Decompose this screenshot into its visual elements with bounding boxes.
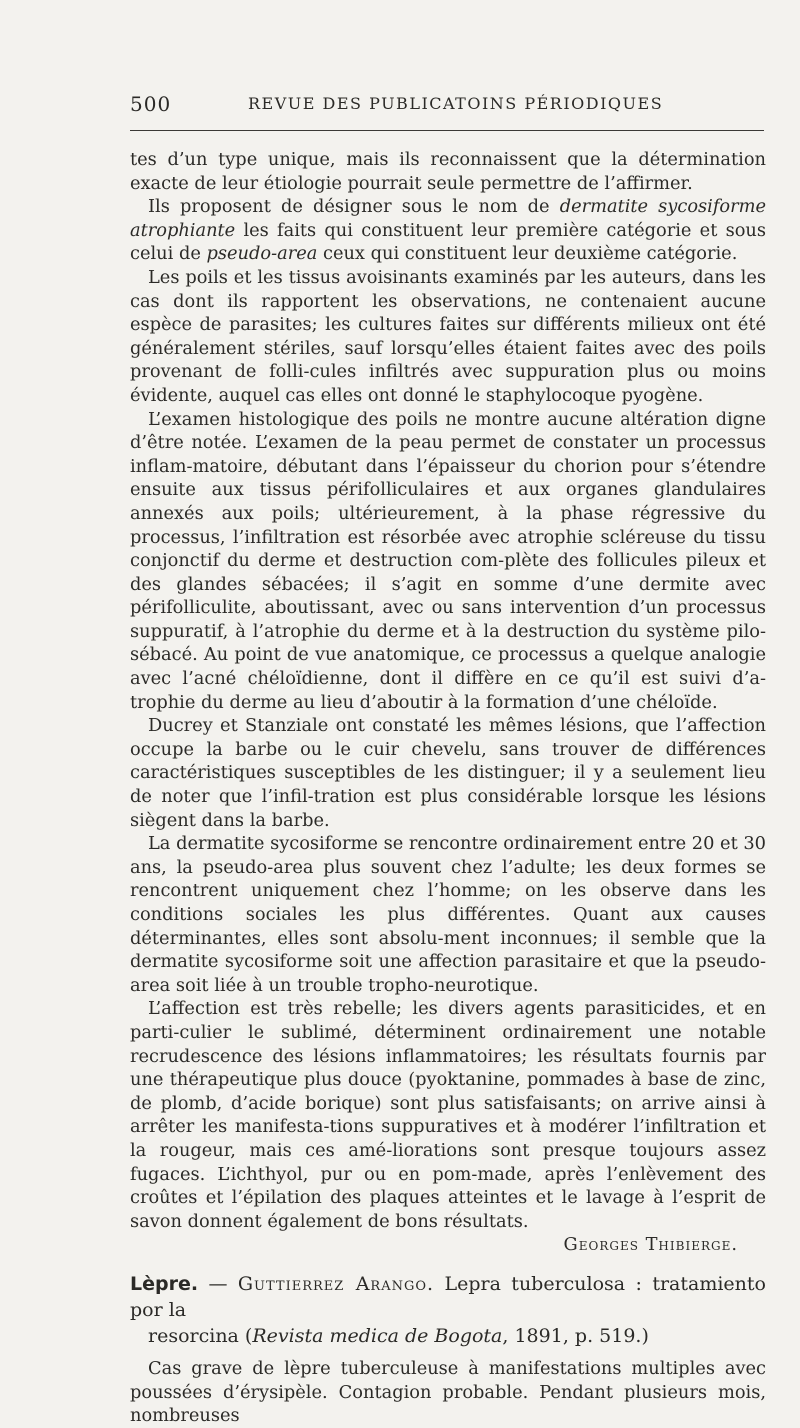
paragraph-5: Ducrey et Stanziale ont constaté les mêmes lésions, que l’affection occupe la barbe ou le cuir chevelu, sans trouver de différences caractéristiques susceptibles de les distinguer; il y a seulement lieu de noter que l’infil-tration est plus considérable lorsque les lésions siègent dans la barbe. bbox=[130, 715, 766, 831]
page-number: 500 bbox=[130, 92, 172, 116]
entry-title-cont: resorcina ( bbox=[148, 1324, 253, 1347]
running-header bbox=[130, 90, 764, 120]
running-title: REVUE DES PUBLICATOINS PÉRIODIQUES bbox=[248, 94, 664, 113]
entry-text: Cas grave de lèpre tuberculeuse à manifestations multiples avec poussées d’érysipèle. Contagion probable. Pendant plusieurs mois, nombreuses bbox=[130, 1357, 766, 1427]
paragraph-1: tes d’un type unique, mais ils reconnaissent que la détermination exacte de leur étiologie pourrait seule permettre de l’affirmer. bbox=[130, 149, 766, 194]
paragraph-6: La dermatite sycosiforme se rencontre ordinairement entre 20 et 30 ans, la pseudo-area plus souvent chez l’adulte; les deux formes se rencontrent uniquement chez l’homme; on les observe dans les conditions sociales les plus différentes. Quant aux causes déterminantes, elles sont absolu-ment inconnues; il semble que la dermatite sycosiforme soit une affection parasitaire et que la pseudo-area soit liée à un trouble tropho-neurotique. bbox=[130, 833, 766, 996]
paragraph-2 bbox=[130, 195, 766, 266]
entry-heading bbox=[130, 1271, 766, 1349]
entry-citation: , 1891, p. 519.) bbox=[502, 1324, 649, 1347]
paragraph-2-text-a: Ils proposent de désigner sous le nom de bbox=[148, 196, 560, 218]
entry-title: Lepra tuberculosa : tratamiento por la bbox=[130, 1272, 766, 1321]
entry-journal: Revista medica de Bogota bbox=[252, 1324, 503, 1347]
paragraph-3: Les poils et les tissus avoisinants examinés par les auteurs, dans les cas dont ils rapportent les observations, ne contenaient aucune espèce de parasites; les cultures faites sur différents milieux ont été généralement stériles, sauf lorsqu’elles étaient faites avec des poils provenant de folli-cules infiltrés avec suppuration plus ou moins évidente, auquel cas elles ont donné le staphylocoque pyogène. bbox=[130, 266, 766, 406]
entry-dash: — bbox=[198, 1272, 238, 1295]
article-body bbox=[130, 148, 766, 1428]
paragraph-2-text-b: les faits qui constituent leur première catégorie et sous celui de bbox=[130, 219, 766, 265]
term-pseudo-area: pseudo-area bbox=[206, 243, 318, 265]
paragraph-4: L’examen histologique des poils ne montre aucune altération digne d’être notée. L’examen de la peau permet de constater un processus inflam-matoire, débutant dans l’épaisseur du chorion pour s’étendre ensuite aux tissus périfolliculaires et aux organes glandulaires annexés aux poils; ultérieurement, à la phase régressive du processus, l’infiltration est résorbée avec atrophie scléreuse du tissu conjonctif du derme et destruction com-plète des follicules pileux et des glandes sébacées; il s’agit en somme d’une dermite avec périfolliculite, aboutissant, avec ou sans intervention d’un processus suppuratif, à l’atrophie du derme et à la destruction du système pilo-sébacé. Au point de vue anatomique, ce processus a quelque analogie avec l’acné chéloïdienne, dont il diffère en ce qu’il est suivi d’a-trophie du derme au lieu d’aboutir à la formation d’une chéloïde. bbox=[130, 408, 766, 713]
term-dermatite: dermatite sycosiforme atrophiante bbox=[130, 196, 767, 241]
author-signature: Georges Thibierge. bbox=[563, 1234, 738, 1256]
entry-heading-line-2 bbox=[130, 1323, 766, 1349]
header-rule bbox=[130, 130, 764, 131]
review-entry bbox=[130, 1271, 766, 1428]
paragraph-2-text-c: ceux qui constituent leur deuxième catégorie. bbox=[317, 243, 738, 265]
entry-subject: Lèpre. bbox=[130, 1272, 199, 1295]
entry-author: Guttierrez Arango. bbox=[237, 1272, 435, 1295]
paragraph-7: L’affection est très rebelle; les divers agents parasiticides, et en parti-culier le sublimé, déterminent ordinairement une notable recrudescence des lésions inflammatoires; les résultats fournis par une thérapeutique plus douce (pyoktanine, pommades à base de zinc, de plomb, d’acide borique) sont plus satisfaisants; on arrive ainsi à arrêter les manifesta-tions suppuratives et à modérer l’infiltration et la rougeur, mais ces amé-liorations sont presque toujours assez fugaces. L’ichthyol, pur ou en pom-made, après l’enlèvement des croûtes et l’épilation des plaques atteintes et le lavage à l’esprit de savon donnent également de bons résultats. bbox=[130, 998, 766, 1232]
